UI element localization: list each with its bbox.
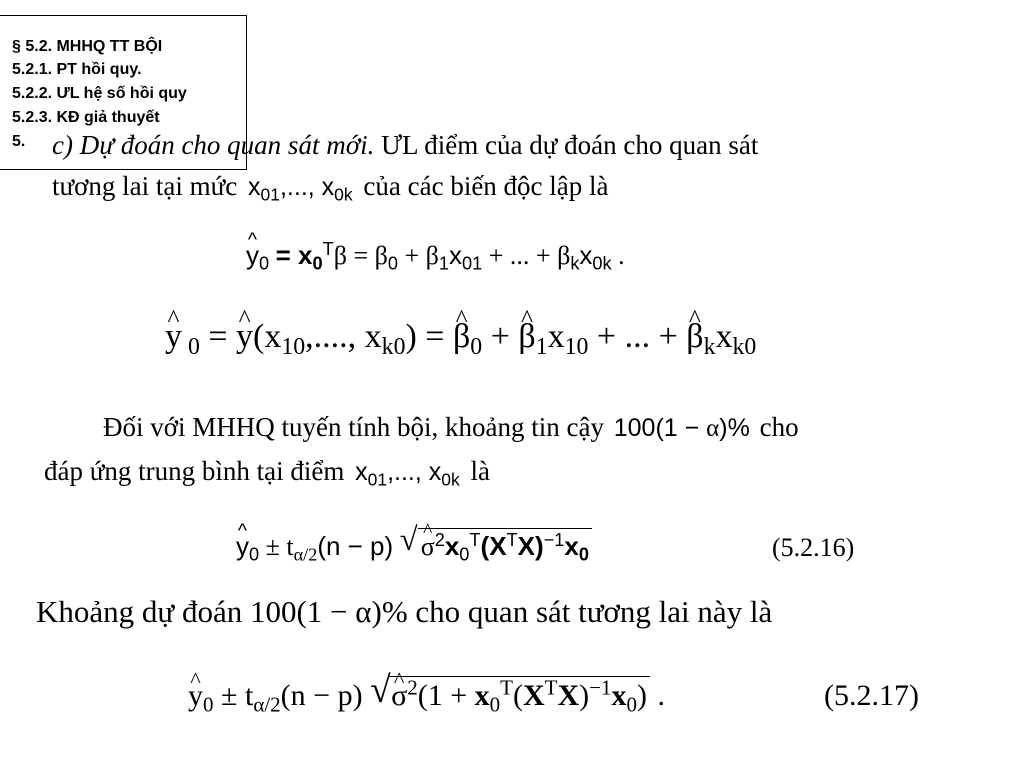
para2-text-2b: là [470, 456, 490, 486]
para2-text-1a: Đối với MHHQ tuyến tính bội, khoảng tin cậy [103, 412, 604, 442]
equation-5-2-17: ^ $y_0 \pm t_{\alpha/2}(n - p)$ √ ^ $\sigma^2(1 + x_0^T(X^TX)^{-1}x_0)$ . [188, 676, 665, 713]
equation-5-2-16-label: (5.2.16) [772, 533, 855, 562]
confidence-level-formula: 100(1 − α)% [613, 414, 750, 442]
equation-point-prediction: ^ $y_0 = x_0^T\beta = \beta_0 + \beta_1x_{01}$ + ... + $\beta_kx_{0k}$ . [246, 240, 625, 271]
para3-text-a: Khoảng dự đoán [36, 594, 243, 629]
section-c-text-2b: của các biến độc lập là [363, 171, 609, 201]
para2-line-2 [44, 456, 490, 490]
x-range-formula-2: $x_{01}$,..., $x_{0k}$ [355, 458, 460, 490]
section-c-line-1 [52, 130, 758, 161]
section-c-line-2 [52, 171, 609, 205]
para2-text-1b: cho [759, 412, 799, 442]
equation-5-2-16: ^ $y_0 \pm t_{\alpha/2}(n - p)$ √ ^ $\sigma^2x_0^T(X^TX)^{-1}x_0$ [236, 528, 592, 562]
outline-line-3: 5.2.2. ƯL hệ số hồi quy [12, 85, 187, 102]
section-c-heading: c) Dự đoán cho quan sát mới. [52, 130, 375, 160]
para2-line-1 [103, 412, 799, 443]
section-c-text-1: ƯL điểm của dự đoán cho quan sát [381, 130, 759, 160]
outline-line-5: 5. [12, 133, 26, 150]
para2-text-2a: đáp ứng trung bình tại điểm [44, 456, 345, 486]
outline-line-1: § 5.2. MHHQ TT BỘI [12, 38, 163, 55]
para3-text-b: cho quan sát tương lai này là [415, 594, 773, 629]
outline-line-4: 5.2.3. KĐ giả thuyết [12, 109, 160, 126]
outline-line-2: 5.2.1. PT hồi quy. [12, 61, 142, 78]
prediction-level-formula: 100(1 − α)% [249, 594, 408, 629]
equation-5-2-17-label: (5.2.17) [824, 679, 919, 712]
x-range-formula-1: $x_{01}$,..., $x_{0k}$ [248, 173, 353, 205]
section-c-text-2a: tương lai tại mức [52, 171, 238, 201]
para3-line [36, 594, 772, 630]
equation-y0-hat-expansion: ^ y $_0$ = ^ $y(x_{10}$,...., $x_{k0}$) = ^ $\beta_0$ + ^ $\beta_1x_{10}$ + ... + ^ $\beta_kx_{k0}$ [165, 318, 756, 356]
